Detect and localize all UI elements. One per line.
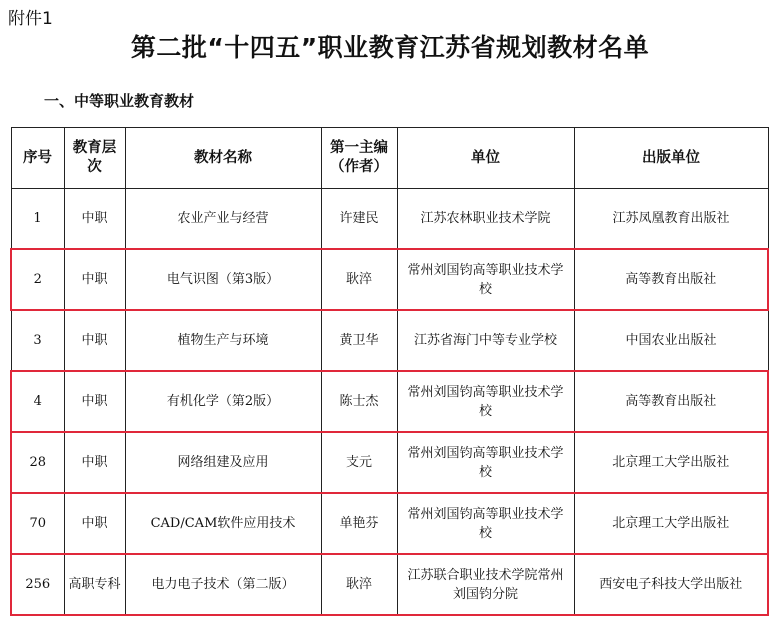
cell-level: 中职 xyxy=(64,493,125,554)
cell-no: 256 xyxy=(11,554,64,615)
cell-unit: 江苏联合职业技术学院常州刘国钧分院 xyxy=(397,554,574,615)
header-name: 教材名称 xyxy=(125,128,321,189)
cell-name: 有机化学（第2版） xyxy=(125,371,321,432)
table-row xyxy=(11,432,768,493)
cell-publisher: 高等教育出版社 xyxy=(574,249,768,310)
section-heading: 一、中等职业教育教材 xyxy=(44,92,195,110)
cell-no: 70 xyxy=(11,493,64,554)
table-row xyxy=(11,554,768,615)
cell-level: 中职 xyxy=(64,310,125,371)
header-publisher: 出版单位 xyxy=(574,128,768,189)
cell-level: 高职专科 xyxy=(64,554,125,615)
cell-editor: 耿淬 xyxy=(321,249,397,310)
cell-unit: 江苏农林职业技术学院 xyxy=(397,189,574,250)
cell-unit: 常州刘国钧高等职业技术学校 xyxy=(397,493,574,554)
cell-editor: 黄卫华 xyxy=(321,310,397,371)
cell-level: 中职 xyxy=(64,371,125,432)
cell-publisher: 北京理工大学出版社 xyxy=(574,432,768,493)
cell-level: 中职 xyxy=(64,189,125,250)
cell-editor: 支元 xyxy=(321,432,397,493)
cell-name: 农业产业与经营 xyxy=(125,189,321,250)
table-header-row xyxy=(11,128,768,189)
cell-publisher: 北京理工大学出版社 xyxy=(574,493,768,554)
table-row xyxy=(11,249,768,310)
cell-level: 中职 xyxy=(64,432,125,493)
cell-editor: 耿淬 xyxy=(321,554,397,615)
textbook-table xyxy=(10,127,769,616)
cell-name: 植物生产与环境 xyxy=(125,310,321,371)
header-editor: 第一主编（作者） xyxy=(321,128,397,189)
cell-name: 电气识图（第3版） xyxy=(125,249,321,310)
cell-unit: 常州刘国钧高等职业技术学校 xyxy=(397,371,574,432)
cell-editor: 单艳芬 xyxy=(321,493,397,554)
header-no: 序号 xyxy=(11,128,64,189)
cell-unit: 江苏省海门中等专业学校 xyxy=(397,310,574,371)
cell-level: 中职 xyxy=(64,249,125,310)
table-row xyxy=(11,189,768,250)
cell-name: 网络组建及应用 xyxy=(125,432,321,493)
cell-unit: 常州刘国钧高等职业技术学校 xyxy=(397,249,574,310)
cell-no: 3 xyxy=(11,310,64,371)
document-title: 第二批“十四五”职业教育江苏省规划教材名单 xyxy=(130,33,650,62)
cell-editor: 许建民 xyxy=(321,189,397,250)
cell-no: 4 xyxy=(11,371,64,432)
cell-editor: 陈士杰 xyxy=(321,371,397,432)
cell-no: 28 xyxy=(11,432,64,493)
header-level: 教育层次 xyxy=(64,128,125,189)
table-row xyxy=(11,310,768,371)
cell-publisher: 中国农业出版社 xyxy=(574,310,768,371)
attachment-label: 附件1 xyxy=(8,9,53,29)
cell-name: 电力电子技术（第二版） xyxy=(125,554,321,615)
cell-no: 1 xyxy=(11,189,64,250)
cell-unit: 常州刘国钧高等职业技术学校 xyxy=(397,432,574,493)
header-unit: 单位 xyxy=(397,128,574,189)
table-body xyxy=(11,189,768,616)
cell-publisher: 江苏凤凰教育出版社 xyxy=(574,189,768,250)
cell-no: 2 xyxy=(11,249,64,310)
cell-publisher: 西安电子科技大学出版社 xyxy=(574,554,768,615)
cell-name: CAD/CAM软件应用技术 xyxy=(125,493,321,554)
table-row xyxy=(11,493,768,554)
cell-publisher: 高等教育出版社 xyxy=(574,371,768,432)
table-row xyxy=(11,371,768,432)
